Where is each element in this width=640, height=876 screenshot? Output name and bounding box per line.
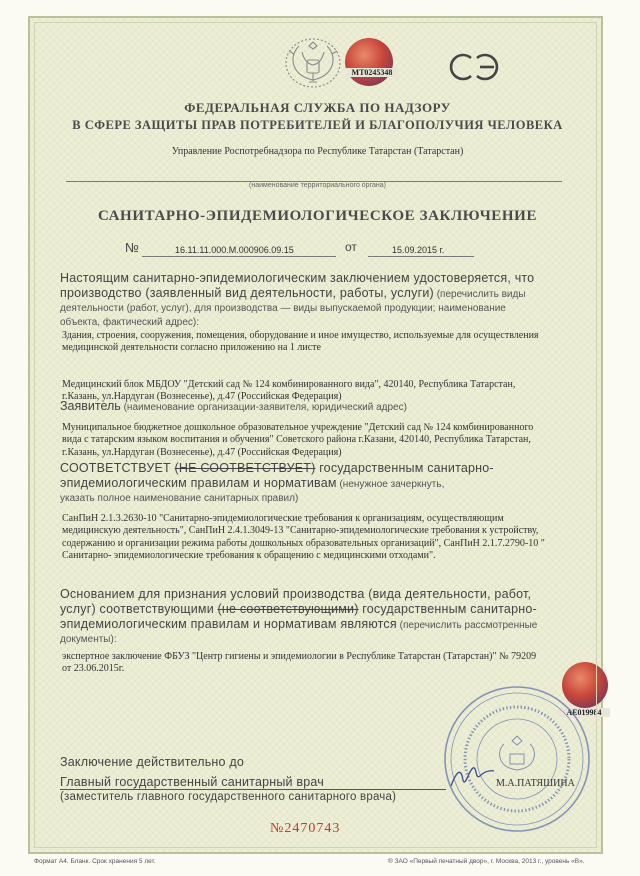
org-line-1: ФЕДЕРАЛЬНАЯ СЛУЖБА ПО НАДЗОРУ	[184, 100, 451, 115]
basis-line-3-main: эпидемиологическим правилам и нормативам являются	[60, 617, 397, 631]
certificate-sheet	[28, 16, 603, 854]
rules-line-1: СанПиН 2.1.3.2630-10 "Санитарно-эпидемиологические требования к организациям, осуществляющим	[62, 513, 504, 524]
applicant-label-note: (наименование организации-заявителя, юридический адрес)	[120, 402, 407, 413]
footer-right: ® ЗАО «Первый печатный двор», г. Москва, 2013 г., уровень «В».	[388, 858, 585, 865]
applicant-details	[62, 422, 597, 459]
applicant-label-row	[60, 399, 590, 413]
applicant-line-3: г.Казань, ул.Нардуган (Вознесенье), д.47 (Российская Федерация)	[62, 446, 342, 458]
conformity-line-2-main: эпидемиологическим правилам и нормативам	[60, 476, 337, 490]
applicant-label: Заявитель	[60, 399, 121, 413]
basis-line-2	[60, 602, 595, 617]
signatory-name: М.А.ПАТЯШИНА	[496, 778, 575, 789]
basis-line-2-b: государственным санитарно-	[358, 602, 537, 616]
intro-line-3: деятельности (работ, услуг), для производства — виды выпускаемой продукции; наименование	[60, 303, 506, 314]
signatory-position: Главный государственный санитарный врач	[60, 775, 324, 789]
conformity-rest: государственным санитарно-	[315, 461, 494, 475]
basis-block	[60, 587, 595, 647]
se-logo-icon	[444, 52, 504, 82]
expert-line-1: экспертное заключение ФБУЗ "Центр гигиены и эпидемиологии в Республике Татарстан (Татарстан)" № 79209	[62, 651, 537, 662]
hologram-sticker	[345, 38, 393, 86]
conformity-line-2-note: (ненужное зачеркнуть,	[336, 479, 445, 490]
validity-label: Заключение действительно до	[60, 755, 245, 769]
expert-line-2: от 23.06.2015г.	[62, 663, 125, 675]
signatory-deputy: (заместитель главного государственного санитарного врача)	[60, 791, 397, 803]
conformity-struck: (НЕ СООТВЕТСТВУЕТ)	[174, 461, 316, 475]
basis-line-3	[60, 617, 595, 633]
object-line-1: Здания, строения, сооружения, помещения, оборудование и иное имущество, используемые для осуществления	[62, 330, 539, 341]
footer-left: Формат А4. Бланк. Срок хранения 5 лет.	[34, 858, 156, 865]
handwritten-signature	[448, 764, 498, 792]
conformity-word: СООТВЕТСТВУЕТ	[60, 461, 171, 475]
conformity-block	[60, 461, 595, 506]
number-label: №	[125, 240, 139, 255]
blank-number: №2470743	[270, 821, 341, 836]
intro-line-2	[60, 286, 590, 302]
document-date: 15.09.2015 г.	[392, 245, 445, 255]
intro-text	[60, 271, 590, 330]
conformity-line-1	[60, 461, 595, 476]
basis-line-3-note: (перечислить рассмотренные	[396, 620, 538, 631]
department-name: Управление Роспотребнадзора по Республике Татарстан (Татарстан)	[171, 146, 464, 157]
eagle-emblem-icon	[282, 30, 344, 92]
object-line-2: медицинской деятельности согласно приложению на 1 листе	[62, 342, 321, 354]
conformity-line-3: указать полное наименование санитарных правил)	[60, 493, 299, 504]
expert-conclusion	[62, 651, 607, 676]
object-description	[62, 330, 592, 355]
address-line-2: г.Казань, ул.Нардуган (Вознесенье), д.47 (Российская Федерация)	[62, 391, 342, 403]
basis-line-2-a: услуг) соответствующими	[60, 602, 218, 616]
org-line-2: В СФЕРЕ ЗАЩИТЫ ПРАВ ПОТРЕБИТЕЛЕЙ И БЛАГОПОЛУЧИЯ ЧЕЛОВЕКА	[72, 118, 563, 132]
basis-struck: (не соответствующими)	[217, 602, 359, 616]
document-number: 16.11.11.000.М.000906.09.15	[175, 245, 294, 255]
applicant-line-2: вида с татарским языком воспитания и обучения" Советского района г.Казани, 420140, Республика Татарстан,	[62, 434, 531, 446]
hologram-code: МТ0245348	[346, 68, 398, 77]
intro-line-1: Настоящим санитарно-эпидемиологическим заключением удостоверяется, что	[60, 271, 535, 285]
address-line-1: Медицинский блок МБДОУ "Детский сад № 124 комбинированного вида", 420140, Республика Татарстан,	[62, 379, 516, 390]
intro-line-2-note: (перечислить виды	[433, 289, 526, 300]
rules-line-4: Санитарно- эпидемиологические требования к обращению с медицинскими отходами".	[62, 549, 436, 561]
department-caption: (наименование территориального органа)	[249, 182, 386, 189]
number-underline	[142, 256, 336, 257]
intro-line-4: объекта, фактический адрес):	[60, 317, 200, 328]
document-title: САНИТАРНО-ЭПИДЕМИОЛОГИЧЕСКОЕ ЗАКЛЮЧЕНИЕ	[97, 208, 538, 224]
basis-line-4: документы):	[60, 634, 117, 645]
date-underline	[368, 256, 474, 257]
basis-line-1: Основанием для признания условий производства (вида деятельности, работ,	[60, 587, 532, 601]
conformity-line-2	[60, 476, 595, 492]
intro-line-2-main: производство (заявленный вид деятельности, работы, услуги)	[60, 286, 434, 300]
sanitary-rules	[62, 513, 602, 562]
date-label: от	[345, 240, 357, 254]
applicant-line-1: Муниципальное бюджетное дошкольное образовательное учреждение "Детский сад № 124 комбинированного	[62, 422, 534, 433]
official-seal-stamp	[442, 684, 592, 834]
rules-line-2: медицинскую деятельность", СанПиН 2.4.1.3049-13 "Санитарно-эпидемиологические требования к устройству,	[62, 525, 539, 537]
hologram-2-code: АЕ019984	[558, 708, 610, 717]
rules-line-3: содержанию и организации режима работы дошкольных образовательных организаций", СанПиН 2.1.7.2790-10 "	[62, 537, 545, 549]
